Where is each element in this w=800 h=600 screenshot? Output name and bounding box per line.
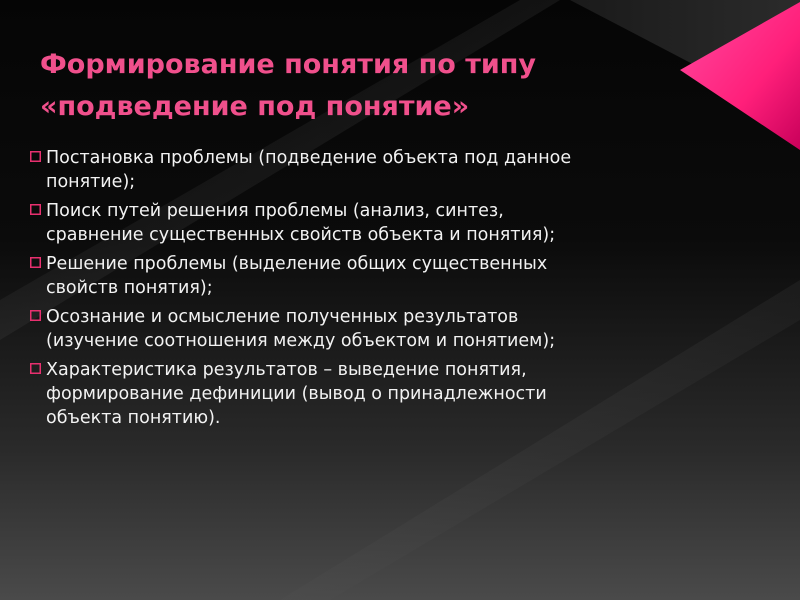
- list-item: [30, 252, 710, 300]
- slide-title: [40, 44, 660, 128]
- list-item-line: Осознание и осмысление полученных результатов: [46, 307, 519, 327]
- square-bullet-icon: [30, 310, 41, 321]
- bullet-list: [30, 146, 710, 435]
- list-item-line: (изучение соотношения между объектом и понятием);: [46, 331, 556, 351]
- list-item-line: Характеристика результатов – выведение понятия,: [46, 360, 527, 380]
- square-bullet-icon: [30, 151, 41, 162]
- list-item: [30, 199, 710, 247]
- list-item-line: понятие);: [46, 172, 136, 192]
- list-item: [30, 358, 710, 430]
- list-item-line: Постановка проблемы (подведение объекта под данное: [46, 148, 572, 168]
- list-item-line: Решение проблемы (выделение общих существенных: [46, 254, 548, 274]
- square-bullet-icon: [30, 363, 41, 374]
- list-item-line: сравнение существенных свойств объекта и понятия);: [46, 225, 556, 245]
- square-bullet-icon: [30, 257, 41, 268]
- list-item: [30, 146, 710, 194]
- list-item-line: объекта понятию).: [46, 408, 221, 428]
- list-item-line: свойств понятия);: [46, 278, 213, 298]
- list-item-line: формирование дефиниции (вывод о принадлежности: [46, 384, 547, 404]
- list-item: [30, 305, 710, 353]
- title-line-2: «подведение под понятие»: [40, 91, 470, 122]
- square-bullet-icon: [30, 204, 41, 215]
- list-item-line: Поиск путей решения проблемы (анализ, синтез,: [46, 201, 504, 221]
- title-line-1: Формирование понятия по типу: [40, 49, 537, 80]
